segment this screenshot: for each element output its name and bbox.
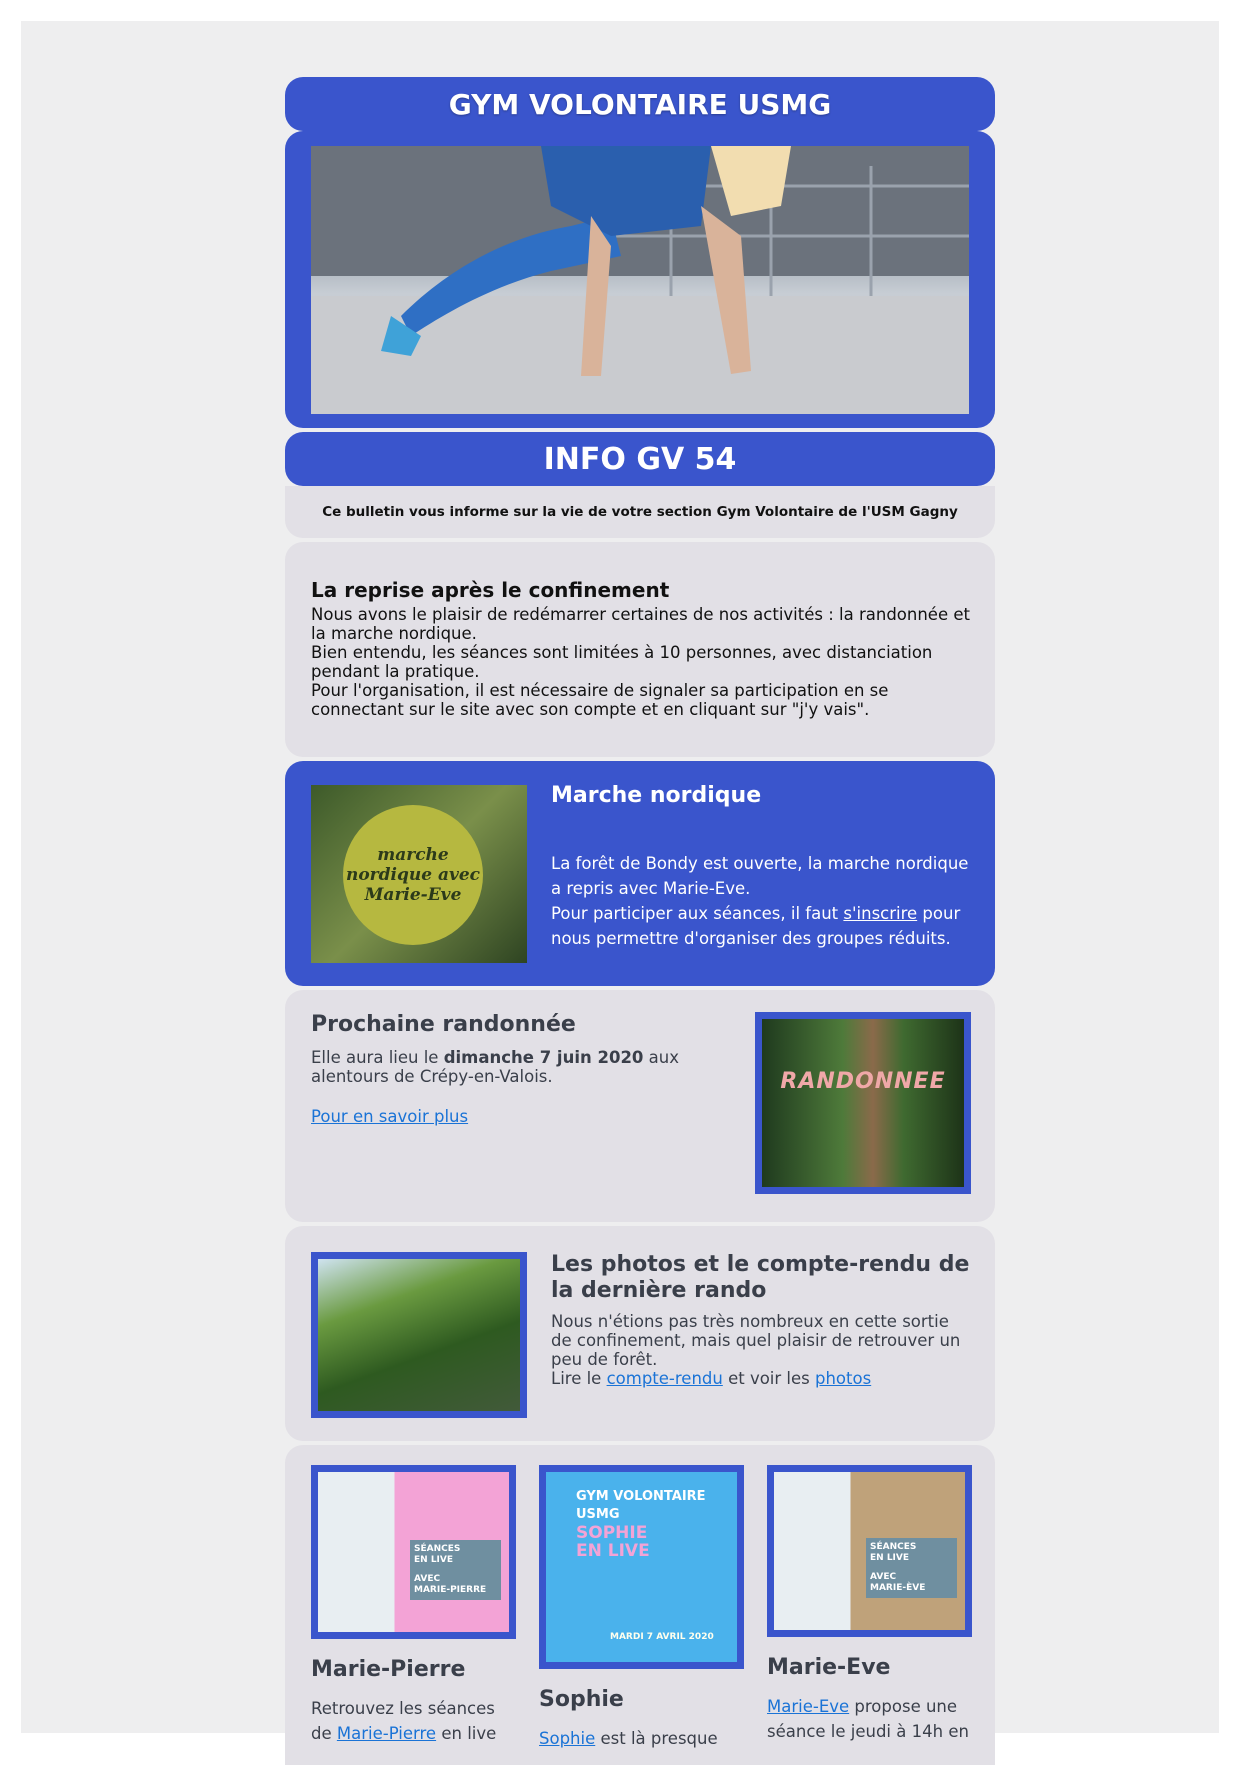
hero-banner bbox=[285, 131, 995, 428]
coach-card-marie-pierre bbox=[311, 1465, 516, 1746]
marie-pierre-link[interactable]: Marie-Pierre bbox=[336, 1724, 437, 1743]
coach-name-marie-pierre: Marie-Pierre bbox=[311, 1657, 466, 1682]
pushup-photo bbox=[311, 146, 969, 414]
randonnee-image bbox=[755, 1012, 971, 1194]
inscrire-link[interactable]: s'inscrire bbox=[843, 904, 918, 923]
coach-name-marie-eve: Marie-Eve bbox=[767, 1655, 891, 1680]
sophie-img-date: MARDI 7 AVRIL 2020 bbox=[610, 1632, 714, 1642]
coach-text-marie-pierre bbox=[311, 1696, 516, 1746]
photos-section bbox=[285, 1226, 995, 1441]
mp-img-l3: AVEC bbox=[414, 1574, 441, 1584]
coach-text-sophie bbox=[539, 1726, 744, 1751]
reprise-section bbox=[285, 542, 995, 757]
me-after: propose une séance le jeudi à 14h en bbox=[767, 1697, 969, 1741]
photos-link[interactable]: photos bbox=[815, 1369, 872, 1388]
mp-img-l2: EN LIVE bbox=[414, 1555, 454, 1565]
header-title: GYM VOLONTAIRE USMG bbox=[448, 87, 832, 121]
randonnee-text bbox=[311, 1048, 711, 1086]
newsletter-page bbox=[21, 21, 1219, 1748]
randonnee-title: Prochaine randonnée bbox=[311, 1012, 576, 1037]
coach-card-marie-eve bbox=[767, 1465, 972, 1744]
sophie-image bbox=[539, 1465, 744, 1669]
reprise-line-2: Bien entendu, les séances sont limitées à 10 personnes, avec distanciation pendant la pratique. bbox=[311, 643, 933, 681]
rando-date: dimanche 7 juin 2020 bbox=[443, 1048, 644, 1067]
sophie-link[interactable]: Sophie bbox=[539, 1729, 596, 1748]
marie-eve-img-badge bbox=[866, 1538, 957, 1598]
issue-title: INFO GV 54 bbox=[543, 441, 737, 477]
marie-eve-link[interactable]: Marie-Eve bbox=[767, 1697, 850, 1716]
mp-before: Retrouvez les séances de bbox=[311, 1699, 495, 1743]
me-img-l1: SÉANCES bbox=[870, 1542, 917, 1552]
photos-title: Les photos et le compte-rendu de la dernière rando bbox=[551, 1252, 970, 1303]
sophie-img-l1: GYM VOLONTAIRE USMG bbox=[576, 1489, 706, 1522]
intro-banner bbox=[285, 486, 995, 538]
marche-line-2-after: pour nous permettre d'organiser des groupes réduits. bbox=[551, 904, 961, 948]
coach-card-sophie bbox=[539, 1465, 744, 1751]
me-img-l4: MARIE-ÈVE bbox=[870, 1583, 926, 1593]
marche-nordique-image bbox=[311, 785, 527, 963]
randonnee-image-text: RANDONNEE bbox=[780, 1069, 946, 1094]
randonnee-section bbox=[285, 990, 995, 1222]
marche-nordique-title: Marche nordique bbox=[551, 783, 762, 808]
marche-nordique-badge: marche nordique avec Marie-Eve bbox=[343, 805, 483, 945]
sophie-img-l3: EN LIVE bbox=[576, 1541, 650, 1561]
marche-line-1: La forêt de Bondy est ouverte, la marche nordique a repris avec Marie-Eve. bbox=[551, 854, 969, 898]
compte-rendu-link[interactable]: compte-rendu bbox=[606, 1369, 723, 1388]
voir-label: et voir les bbox=[722, 1369, 815, 1388]
newsletter-header bbox=[285, 77, 995, 131]
sophie-img-l2: SOPHIE bbox=[576, 1523, 648, 1543]
marie-eve-image bbox=[767, 1465, 972, 1637]
marche-line-2 bbox=[551, 901, 971, 951]
reprise-line-1: Nous avons le plaisir de redémarrer certaines de nos activités : la randonnée et la marche nordique. bbox=[311, 605, 970, 643]
photos-text bbox=[551, 1312, 971, 1388]
rando-text-before: Elle aura lieu le bbox=[311, 1048, 444, 1067]
mp-img-l1: SÉANCES bbox=[414, 1544, 461, 1554]
reprise-title: La reprise après le confinement bbox=[311, 578, 670, 602]
sophie-img-header bbox=[576, 1488, 737, 1560]
marie-pierre-img-badge bbox=[410, 1540, 501, 1600]
coaches-section bbox=[285, 1445, 995, 1765]
marie-pierre-image bbox=[311, 1465, 516, 1639]
issue-banner bbox=[285, 432, 995, 486]
coach-text-marie-eve bbox=[767, 1694, 972, 1744]
forest-photo bbox=[311, 1252, 527, 1418]
sophie-after: est là presque bbox=[595, 1729, 718, 1748]
marche-line-2-before: Pour participer aux séances, il faut bbox=[551, 904, 844, 923]
en-savoir-plus-link[interactable]: Pour en savoir plus bbox=[311, 1107, 469, 1126]
lire-label: Lire le bbox=[551, 1369, 607, 1388]
rando-text-after: aux alentours de Crépy-en-Valois. bbox=[311, 1048, 679, 1086]
me-img-l3: AVEC bbox=[870, 1572, 897, 1582]
marche-nordique-text bbox=[551, 851, 971, 951]
mp-after: en live bbox=[436, 1724, 497, 1743]
coach-name-sophie: Sophie bbox=[539, 1687, 624, 1712]
photos-links-line bbox=[551, 1369, 971, 1388]
reprise-line-3: Pour l'organisation, il est nécessaire de signaler sa participation en se connectant sur le site avec son compte et en cliquant sur "j'y vais". bbox=[311, 681, 889, 719]
hero-image bbox=[311, 146, 969, 414]
marche-nordique-section bbox=[285, 761, 995, 986]
me-img-l2: EN LIVE bbox=[870, 1553, 910, 1563]
mp-img-l4: MARIE-PIERRE bbox=[414, 1585, 487, 1595]
photos-text-line: Nous n'étions pas très nombreux en cette sortie de confinement, mais quel plaisir de retrouver un peu de forêt. bbox=[551, 1312, 961, 1369]
intro-text: Ce bulletin vous informe sur la vie de votre section Gym Volontaire de l'USM Gagny bbox=[322, 504, 958, 520]
reprise-text bbox=[311, 605, 981, 719]
